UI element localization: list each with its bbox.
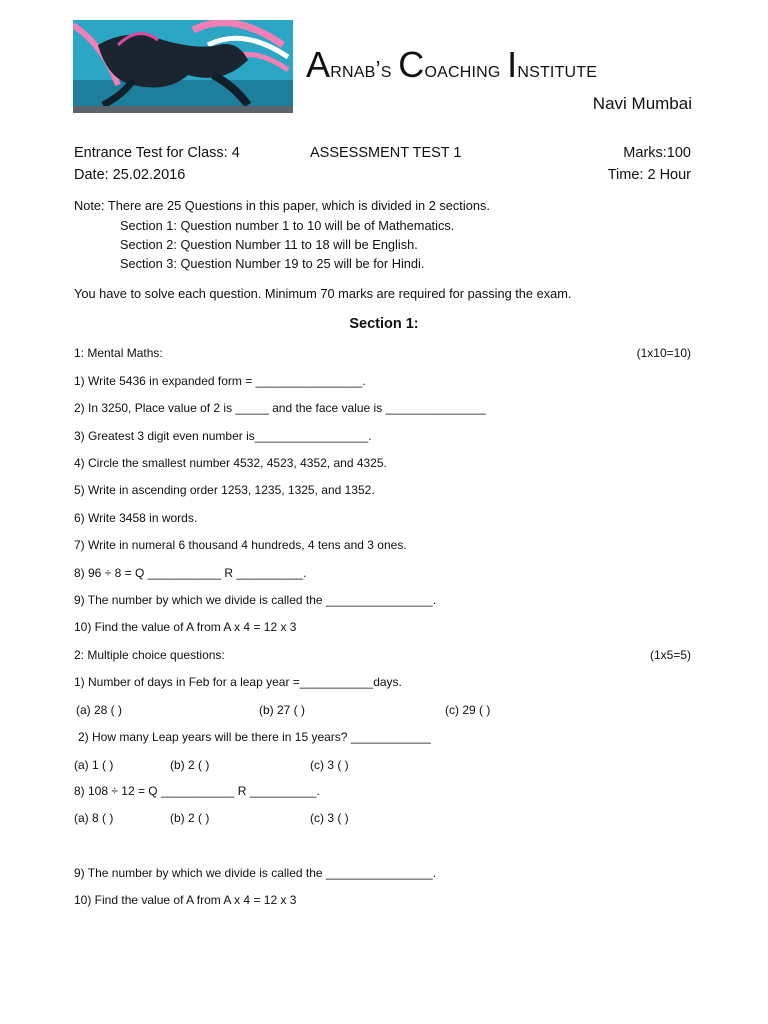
question: 5) Write in ascending order 1253, 1235, 1325, and 1352.	[74, 483, 375, 497]
mcq-option: (a) 28 ( )	[76, 703, 123, 717]
question: 4) Circle the smallest number 4532, 4523, 4352, and 4325.	[74, 456, 387, 470]
mcq-option: (c) 3 ( )	[310, 758, 349, 772]
question: 1) Write 5436 in expanded form = ________________.	[74, 374, 366, 388]
mcq-option: (a) 1 ( )	[74, 758, 114, 772]
note-section-2: Section 2: Question Number 11 to 18 will be English.	[120, 237, 418, 252]
question: 6) Write 3458 in words.	[74, 511, 198, 525]
mcq-option: (c) 29 ( )	[445, 703, 491, 717]
question: 10) Find the value of A from A x 4 = 12 x 3	[74, 893, 297, 907]
test-date: Date: 25.02.2016	[74, 167, 186, 183]
mcq-option: (a) 8 ( )	[74, 811, 114, 825]
mcq-option: (c) 3 ( )	[310, 811, 349, 825]
mcq-question: 8) 108 ÷ 12 = Q ___________ R __________.	[74, 784, 320, 798]
mcq-question: 1) Number of days in Feb for a leap year =___________days.	[74, 675, 402, 689]
mcq-option: (b) 2 ( )	[170, 811, 210, 825]
mcq-option: (b) 2 ( )	[170, 758, 210, 772]
question: 3) Greatest 3 digit even number is_________________.	[74, 429, 372, 443]
class-label: Entrance Test for Class: 4	[74, 145, 240, 161]
question: 9) The number by which we divide is called the ________________.	[74, 593, 437, 607]
question: 2) In 3250, Place value of 2 is _____ and the face value is _______________	[74, 401, 486, 415]
question: 10) Find the value of A from A x 4 = 12 x 3	[74, 620, 297, 634]
question: 9) The number by which we divide is called the ________________.	[74, 866, 437, 880]
institute-city: Navi Mumbai	[592, 94, 692, 113]
institute-name: Arnab’s Coaching Institute	[306, 44, 598, 85]
section-heading: Section 1:	[349, 316, 419, 332]
part-marks: (1x5=5)	[649, 648, 691, 662]
part-title: 1: Mental Maths:	[74, 346, 163, 360]
part-title: 2: Multiple choice questions:	[74, 648, 225, 662]
question: 8) 96 ÷ 8 = Q ___________ R __________.	[74, 566, 307, 580]
mcq-option: (b) 27 ( )	[259, 703, 306, 717]
instruction: You have to solve each question. Minimum 70 marks are required for passing the exam.	[74, 286, 572, 301]
total-marks: Marks:100	[623, 145, 691, 161]
mcq-question: 2) How many Leap years will be there in 15 years? ____________	[78, 730, 431, 744]
part-marks: (1x10=10)	[636, 346, 691, 360]
question: 7) Write in numeral 6 thousand 4 hundreds, 4 tens and 3 ones.	[74, 538, 407, 552]
test-name: ASSESSMENT TEST 1	[310, 145, 462, 161]
note-section-3: Section 3: Question Number 19 to 25 will be for Hindi.	[120, 256, 425, 271]
test-duration: Time: 2 Hour	[607, 167, 691, 183]
note-line: Note: There are 25 Questions in this paper, which is divided in 2 sections.	[74, 198, 490, 213]
institute-logo-image	[73, 20, 293, 113]
note-section-1: Section 1: Question number 1 to 10 will be of Mathematics.	[120, 218, 455, 233]
